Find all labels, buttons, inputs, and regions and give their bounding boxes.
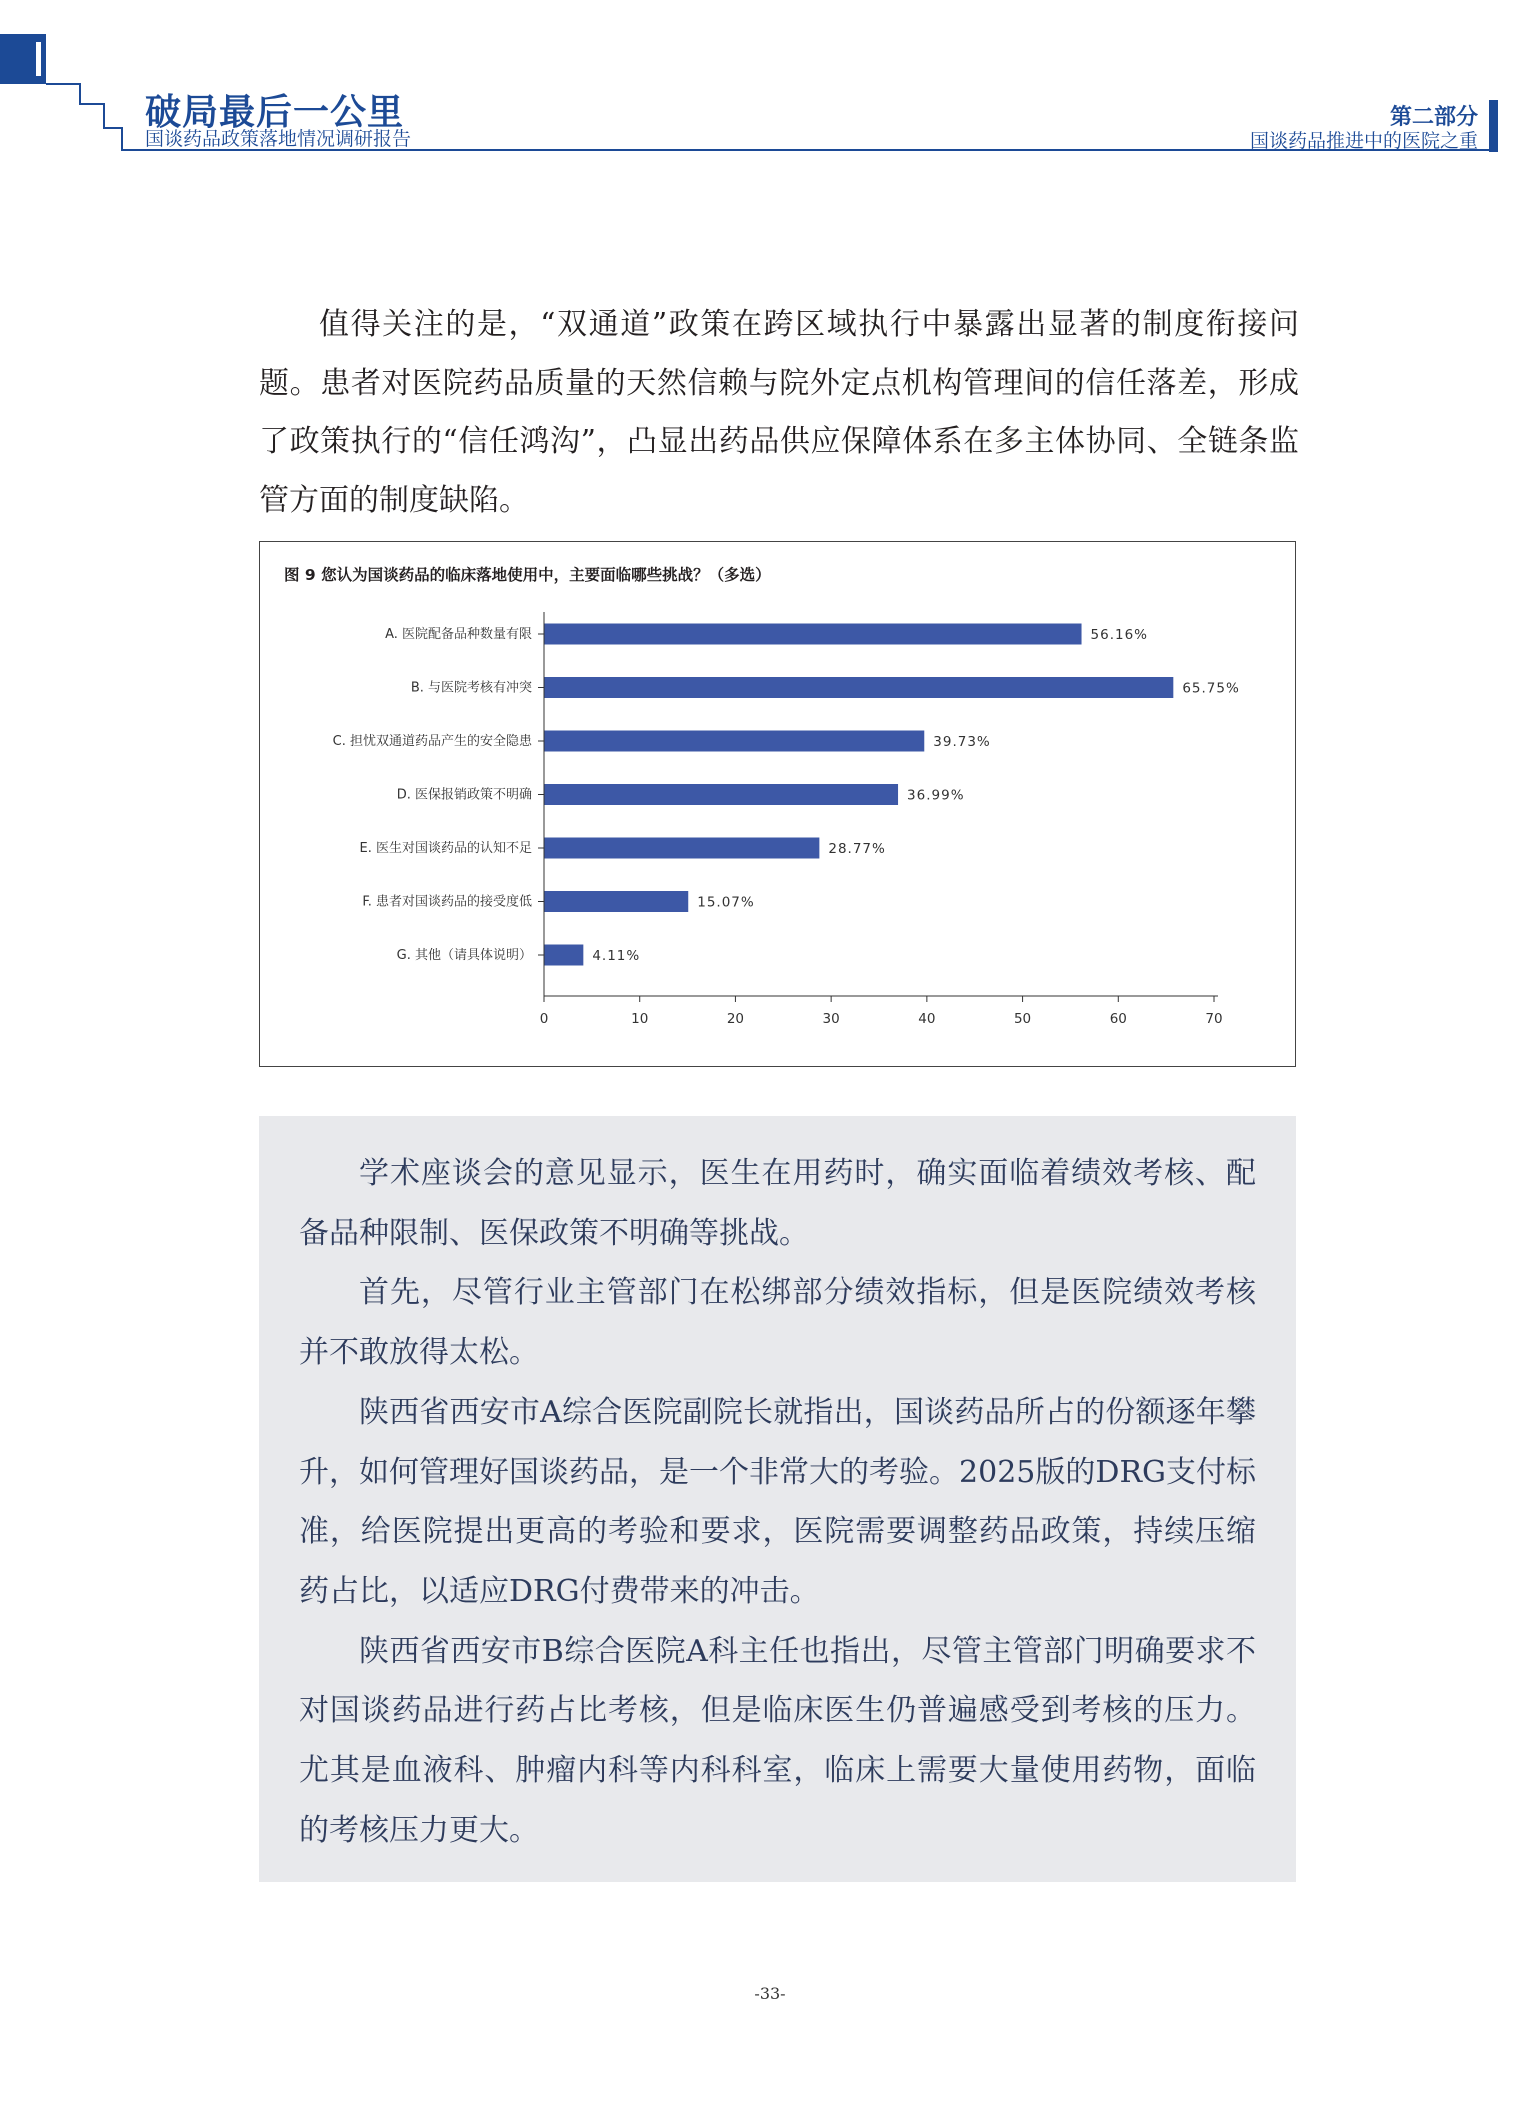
insight-paragraph: 学术座谈会的意见显示，医生在用药时，确实面临着绩效考核、配备品种限制、医保政策不明确等挑战。 bbox=[299, 1156, 1256, 1251]
insight-box bbox=[259, 1116, 1296, 1882]
intro-paragraph: 值得关注的是，“双通道”政策在跨区域执行中暴露出显著的制度衔接问题。患者对医院药品质量的天然信赖与院外定点机构管理间的信任落差，形成了政策执行的“信任鸿沟”，凸显出药品供应保障体系在多主体协同、全链条监管方面的制度缺陷。 bbox=[259, 307, 1299, 518]
x-tick-label: 50 bbox=[1013, 1011, 1032, 1027]
x-tick-label: 60 bbox=[1109, 1011, 1127, 1027]
chart-title: 图 9 您认为国谈药品的临床落地使用中，主要面临哪些挑战？（多选） bbox=[284, 566, 771, 584]
value-label: 15.07% bbox=[697, 894, 755, 911]
bar bbox=[544, 838, 819, 859]
report-subtitle: 国谈药品政策落地情况调研报告 bbox=[145, 128, 412, 150]
insight-text bbox=[299, 1144, 1256, 1860]
report-title: 破局最后一公里 bbox=[145, 92, 405, 133]
page-number: -33- bbox=[754, 1984, 786, 2003]
bar bbox=[544, 784, 898, 805]
insight-paragraph: 陕西省西安市B综合医院A科主任也指出，尽管主管部门明确要求不对国谈药品进行药占比考核，但是临床医生仍普遍感受到考核的压力。尤其是血液科、肿瘤内科等内科科室，临床上需要大量使用药物，面临的考核压力更大。 bbox=[299, 1633, 1256, 1848]
section-label: 第二部分 bbox=[1389, 105, 1478, 130]
category-label: F. 患者对国谈药品的接受度低 bbox=[362, 894, 532, 910]
x-tick-label: 10 bbox=[631, 1011, 649, 1027]
category-label: D. 医保报销政策不明确 bbox=[396, 787, 532, 803]
value-label: 65.75% bbox=[1182, 680, 1240, 697]
bar bbox=[544, 731, 924, 752]
category-label: A. 医院配备品种数量有限 bbox=[385, 627, 532, 642]
x-tick-label: 0 bbox=[539, 1011, 549, 1027]
insight-paragraph: 陕西省西安市A综合医院副院长就指出，国谈药品所占的份额逐年攀升，如何管理好国谈药品，是一个非常大的考验。2025版的DRG支付标准，给医院提出更高的考验和要求，医院需要调整药品政策，持续压缩药占比，以适应DRG付费带来的冲击。 bbox=[299, 1394, 1256, 1609]
x-tick-label: 30 bbox=[822, 1011, 840, 1027]
bar bbox=[544, 945, 583, 966]
section-subtitle: 国谈药品推进中的医院之重 bbox=[1249, 130, 1478, 152]
category-label: E. 医生对国谈药品的认知不足 bbox=[359, 841, 532, 856]
category-label: B. 与医院考核有冲突 bbox=[410, 680, 532, 696]
value-label: 39.73% bbox=[933, 734, 991, 750]
x-tick-label: 40 bbox=[918, 1011, 936, 1027]
category-label: G. 其他（请具体说明） bbox=[396, 948, 532, 963]
value-label: 28.77% bbox=[828, 841, 886, 857]
bar bbox=[544, 891, 688, 912]
value-label: 56.16% bbox=[1090, 627, 1149, 643]
bar-chart bbox=[260, 542, 1297, 1068]
x-tick-label: 70 bbox=[1205, 1011, 1223, 1027]
insight-paragraph: 首先，尽管行业主管部门在松绑部分绩效指标，但是医院绩效考核并不敢放得太松。 bbox=[299, 1275, 1256, 1371]
value-label: 36.99% bbox=[907, 787, 965, 804]
x-tick-label: 20 bbox=[726, 1011, 745, 1027]
header-right-bar bbox=[1489, 100, 1498, 152]
category-label: C. 担忧双通道药品产生的安全隐患 bbox=[332, 734, 532, 749]
value-label: 4.11% bbox=[592, 948, 641, 964]
chart-frame bbox=[259, 541, 1296, 1067]
bar bbox=[544, 624, 1082, 645]
bar bbox=[544, 677, 1173, 698]
